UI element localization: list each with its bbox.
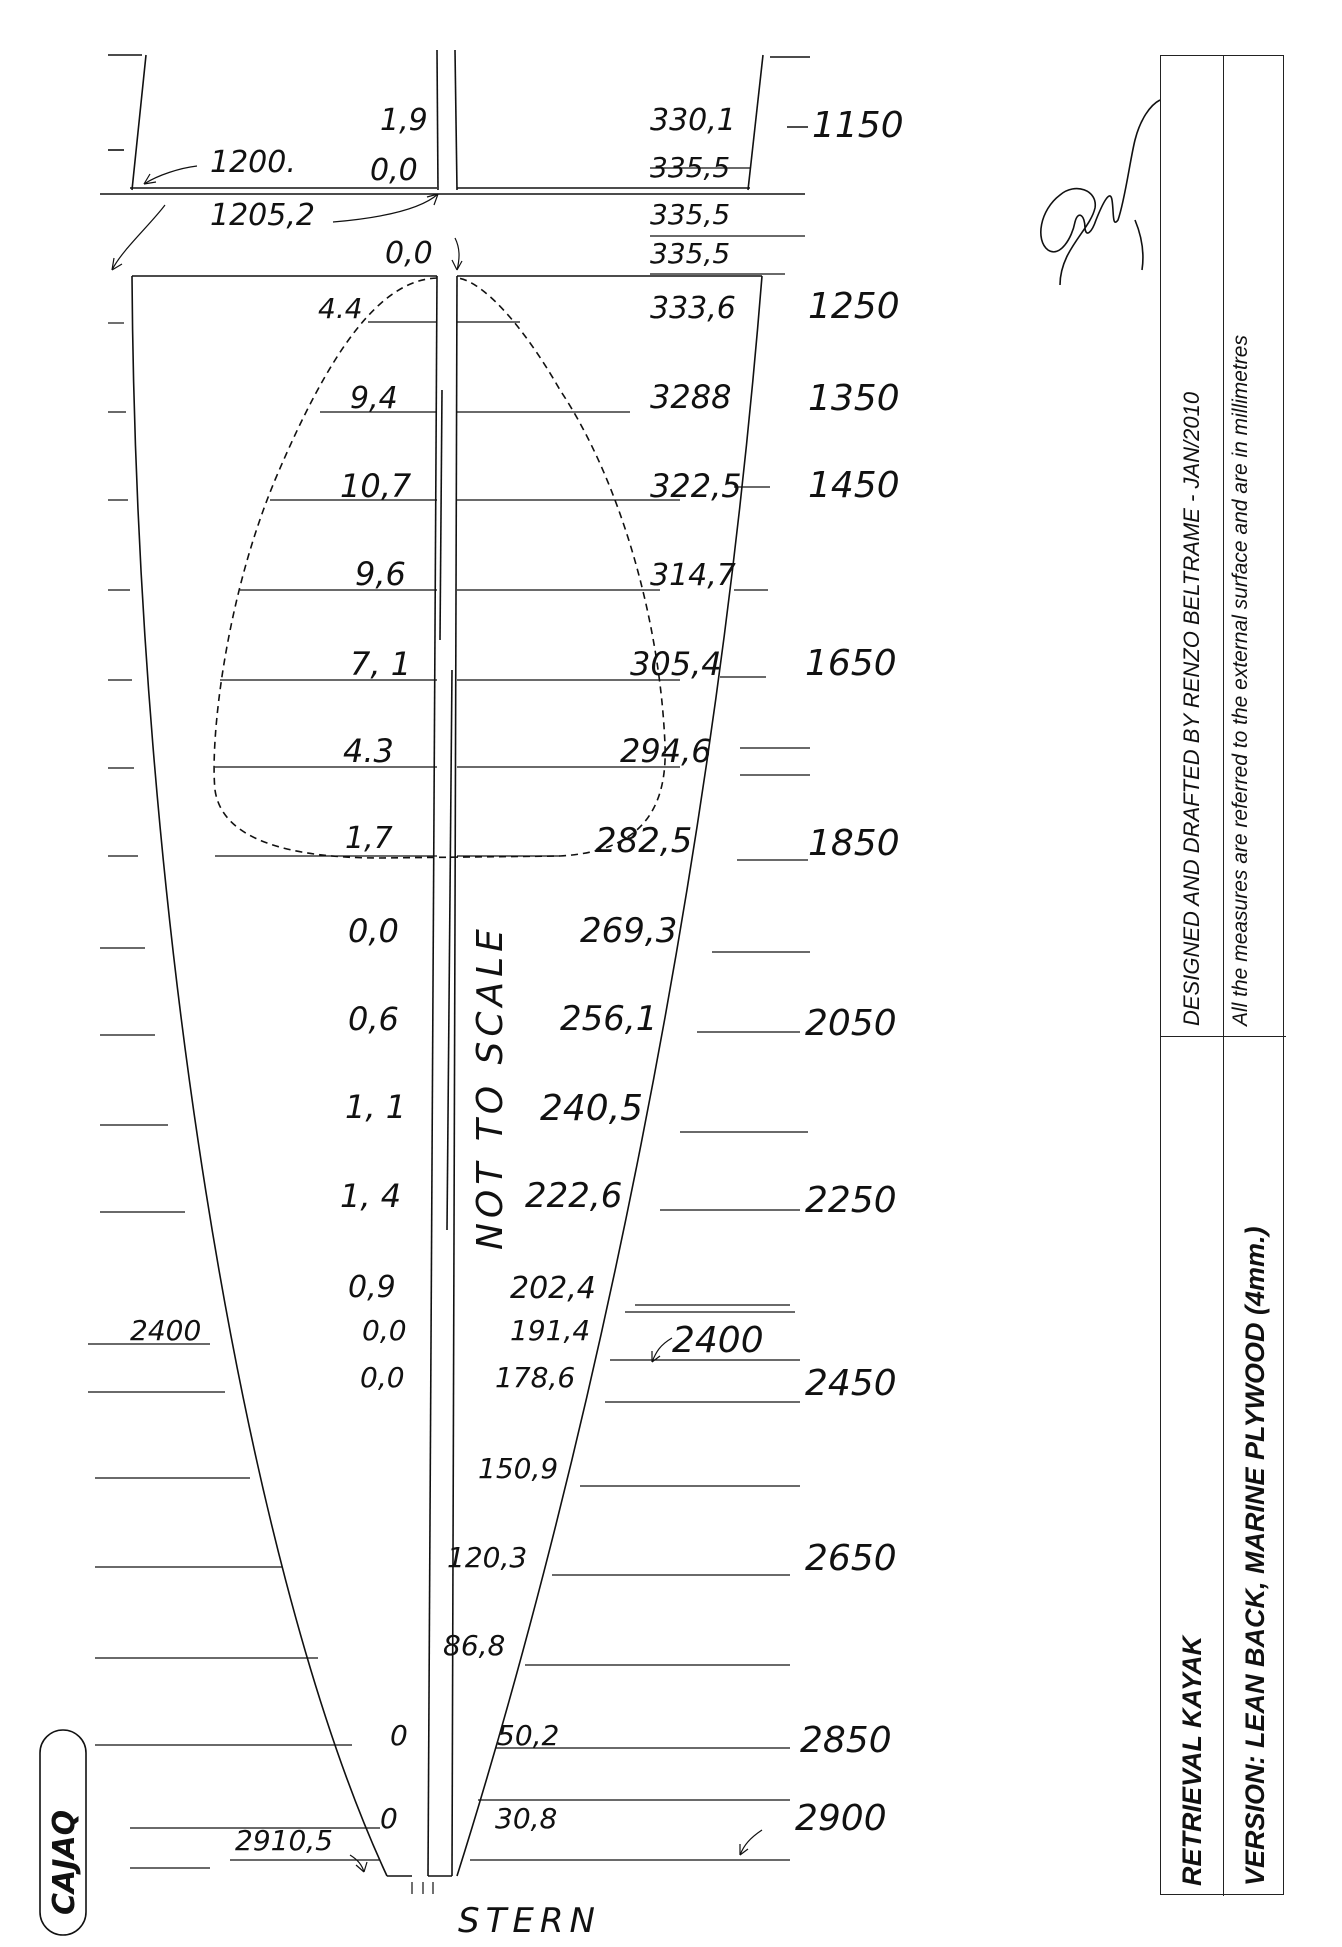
label-1205-2: 1205,2	[210, 198, 315, 233]
label-1-4: 1, 4	[340, 1177, 402, 1215]
label-1450: 1450	[808, 465, 900, 506]
label-2910-5: 2910,5	[235, 1824, 333, 1857]
label-1250: 1250	[808, 286, 900, 327]
label-191-4: 191,4	[510, 1314, 591, 1347]
cajaq-logo	[40, 1730, 86, 1935]
label-0-g: 0	[380, 1802, 398, 1835]
label-2450: 2450	[805, 1363, 897, 1404]
label-282-5: 282,5	[595, 821, 693, 861]
label-1200: 1200.	[210, 145, 296, 180]
label-0-9: 0,9	[348, 1270, 396, 1305]
label-2900: 2900	[795, 1798, 887, 1839]
measures-note: All the measures are referred to the external surface and are in millimetres	[1229, 335, 1252, 1026]
label-294-6: 294,6	[620, 732, 712, 770]
label-1850: 1850	[808, 823, 900, 864]
designer-credit: DESIGNED AND DRAFTED BY RENZO BELTRAME - JAN/2010	[1179, 391, 1204, 1026]
label-0-0-c: 0,0	[348, 912, 399, 950]
label-335-5-b: 335,5	[650, 198, 731, 231]
label-1350: 1350	[808, 378, 900, 419]
label-50-2: 50,2	[497, 1719, 560, 1752]
signature-mark	[1041, 100, 1160, 285]
label-178-6: 178,6	[495, 1361, 576, 1394]
cajaq-logo-text: CAJAQ	[47, 1809, 82, 1915]
label-4-3: 4.3	[343, 732, 394, 770]
label-1-9: 1,9	[380, 103, 428, 138]
project-title: RETRIEVAL KAYAK	[1161, 1036, 1223, 1896]
label-305-4: 305,4	[630, 645, 722, 683]
label-1150: 1150	[812, 105, 904, 146]
label-30-8: 30,8	[495, 1802, 558, 1835]
label-9-4: 9,4	[350, 381, 398, 416]
label-333-6: 333,6	[650, 291, 736, 326]
label-10-7: 10,7	[340, 467, 412, 505]
label-0-0-joint: 0,0	[385, 236, 433, 271]
label-0-6: 0,6	[348, 1000, 399, 1038]
label-150-9: 150,9	[478, 1452, 559, 1485]
label-120-3: 120,3	[447, 1541, 528, 1574]
label-202-4: 202,4	[510, 1271, 596, 1306]
label-1-7: 1,7	[345, 821, 393, 856]
label-2400-left: 2400	[130, 1314, 202, 1347]
version-title: VERSION: LEAN BACK, MARINE PLYWOOD (4mm.)	[1224, 1036, 1286, 1896]
label-2250: 2250	[805, 1180, 897, 1221]
measurement-labels	[130, 103, 904, 1857]
label-9-6: 9,6	[355, 555, 406, 593]
label-2850: 2850	[800, 1720, 892, 1761]
label-314-7: 314,7	[650, 558, 736, 593]
label-2050: 2050	[805, 1003, 897, 1044]
label-322-5: 322,5	[650, 467, 742, 505]
label-335-5-a: 335,5	[650, 151, 731, 184]
label-2650: 2650	[805, 1538, 897, 1579]
label-330-1: 330,1	[650, 103, 736, 138]
label-269-3: 269,3	[580, 911, 678, 951]
label-0-0-d: 0,0	[362, 1314, 407, 1347]
label-222-6: 222,6	[525, 1176, 623, 1216]
label-1650: 1650	[805, 643, 897, 684]
label-240-5: 240,5	[540, 1088, 644, 1129]
label-86-8: 86,8	[443, 1629, 506, 1662]
label-7-1: 7, 1	[350, 645, 412, 683]
label-4-4: 4.4	[318, 292, 363, 325]
label-256-1: 256,1	[560, 999, 658, 1039]
label-2400-right: 2400	[672, 1320, 764, 1361]
dashed-cutout-outline	[214, 278, 665, 858]
not-to-scale-label: NOT TO SCALE	[470, 924, 511, 1250]
label-1-1: 1, 1	[345, 1088, 407, 1126]
title-block	[1160, 55, 1284, 1895]
label-335-5-c: 335,5	[650, 237, 731, 270]
label-0-0-top: 0,0	[370, 153, 418, 188]
label-328-8: 3288	[650, 378, 732, 416]
label-0-f: 0	[390, 1719, 408, 1752]
stern-label: STERN	[458, 1901, 601, 1941]
label-0-0-e: 0,0	[360, 1361, 405, 1394]
